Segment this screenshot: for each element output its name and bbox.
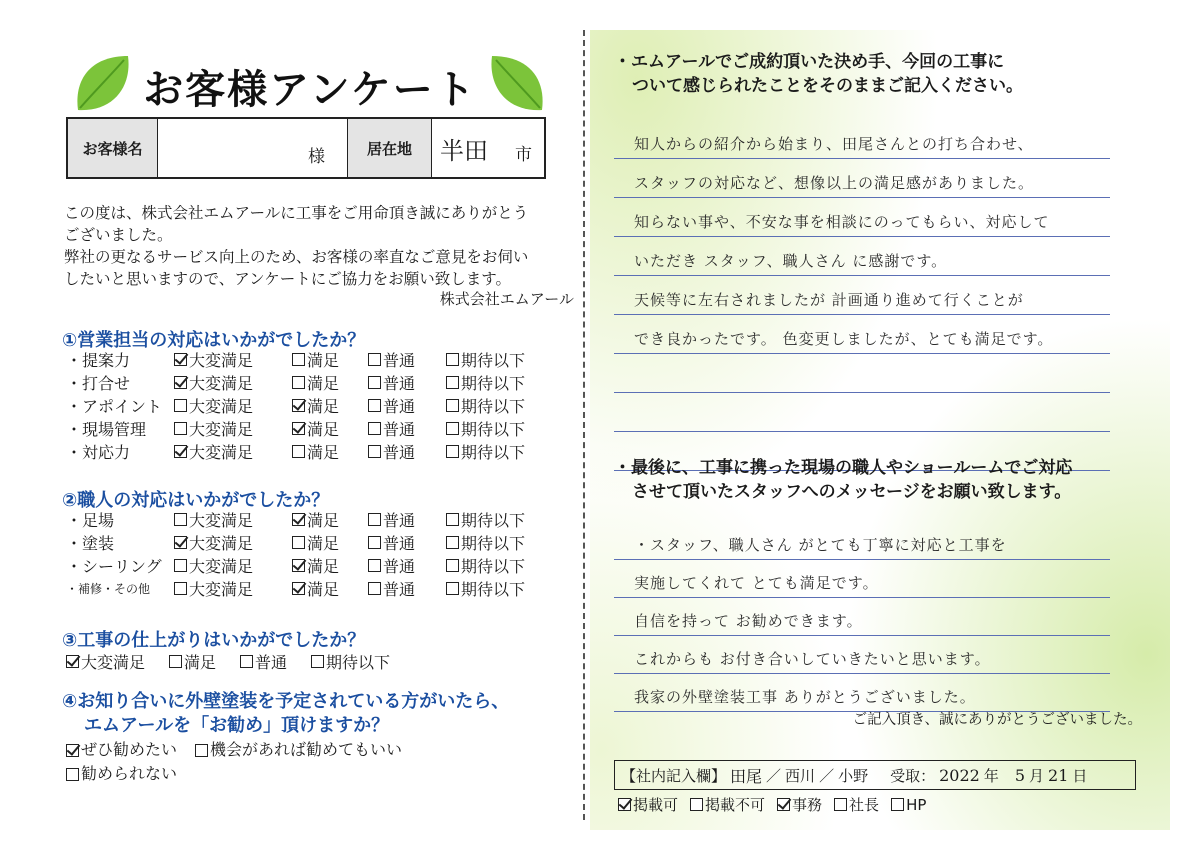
handwritten-text: 実施してくれて とても満足です。 (634, 574, 879, 592)
checkbox[interactable] (292, 376, 305, 389)
option-label: 掲載可 (633, 796, 679, 814)
office-use-header: 【社内記入欄】 田尾 ／ 西川 ／ 小野 受取： 2022 年 5 月 21 日 (614, 760, 1136, 790)
page-title: お客様アンケート (143, 67, 477, 113)
handwritten-text: スタッフの対応など、想像以上の満足感がありました。 (634, 174, 1035, 192)
option[interactable] (292, 554, 368, 577)
rating-row (66, 531, 566, 554)
option[interactable] (292, 348, 368, 371)
option-label: 普通 (383, 443, 416, 462)
free-question-1-line: ・エムアールでご成約頂いた決め手、今回の工事に (614, 52, 1005, 72)
option[interactable] (174, 508, 292, 531)
intro-line: したいと思いますので、アンケートにご協力をお願い致します。 (64, 270, 512, 288)
option-label: 大変満足 (189, 534, 254, 553)
option-label: 普通 (383, 557, 416, 576)
option-label: 大変満足 (189, 580, 254, 599)
option[interactable] (446, 371, 546, 394)
option-label: 期待以下 (326, 653, 391, 672)
rating-row-label: ・足場 (66, 511, 115, 530)
receipt-day: 21 (1048, 765, 1069, 785)
checkbox-checked[interactable] (292, 399, 305, 412)
option[interactable] (446, 531, 546, 554)
answer-line (614, 636, 1110, 674)
option[interactable] (368, 371, 446, 394)
option-label: 機会があれば勧めてもいい (210, 740, 403, 759)
option-label: 満足 (307, 557, 340, 576)
option-label: 大変満足 (81, 653, 146, 672)
checkbox[interactable] (174, 513, 187, 526)
location-suffix: 市 (515, 145, 532, 165)
thanks-message: ご記入頂き、誠にありがとうございました。 (852, 712, 1142, 728)
option[interactable] (368, 348, 446, 371)
answer-line (614, 237, 1110, 276)
option-label: 満足 (307, 397, 340, 416)
rating-row-label: ・塗装 (66, 534, 115, 553)
option[interactable] (891, 796, 926, 814)
option-label: 期待以下 (461, 351, 526, 370)
checkbox[interactable] (368, 399, 381, 412)
leaf-icon (70, 50, 136, 116)
option-label: 大変満足 (189, 557, 254, 576)
checkbox[interactable] (891, 798, 904, 811)
option[interactable] (368, 531, 446, 554)
option[interactable] (446, 440, 546, 463)
title-row (70, 50, 550, 120)
answer-line (614, 522, 1110, 560)
rating-row (66, 554, 566, 577)
question-3-options (66, 650, 414, 673)
option[interactable] (446, 394, 546, 417)
checkbox-checked[interactable] (292, 559, 305, 572)
checkbox-checked[interactable] (292, 513, 305, 526)
rating-row-label: ・提案力 (66, 351, 131, 370)
day-unit: 日 (1072, 766, 1088, 785)
receipt-label: 受取： (890, 766, 936, 785)
option-label: 満足 (307, 534, 340, 553)
answer-line (614, 198, 1110, 237)
rating-row (66, 577, 566, 600)
checkbox[interactable] (446, 422, 459, 435)
option-label: 期待以下 (461, 557, 526, 576)
option[interactable] (446, 348, 546, 371)
option[interactable] (174, 554, 292, 577)
option[interactable] (446, 577, 546, 600)
receipt-year: 2022 (939, 765, 980, 785)
rating-row (66, 508, 566, 531)
option-label: 期待以下 (461, 534, 526, 553)
rating-row-label: ・打合せ (66, 374, 131, 393)
rating-row-label: ・補修・その他 (66, 582, 151, 596)
staff-nishikawa: 西川 (785, 766, 816, 785)
checkbox[interactable] (195, 744, 208, 757)
office-label: 【社内記入欄】 (621, 766, 727, 785)
option-label: 満足 (307, 511, 340, 530)
answer-line (614, 159, 1110, 198)
option-label: 期待以下 (461, 420, 526, 439)
answer-2-lines[interactable] (614, 522, 1110, 712)
option[interactable] (174, 577, 292, 600)
option[interactable] (169, 650, 216, 673)
checkbox[interactable] (368, 422, 381, 435)
handwritten-text: 天候等に左右されましたが 計画通り進めて行くことが (634, 291, 1024, 309)
option-label: 大変満足 (189, 374, 254, 393)
option[interactable] (174, 417, 292, 440)
option-label: 大変満足 (189, 397, 254, 416)
option[interactable] (368, 440, 446, 463)
checkbox[interactable] (368, 353, 381, 366)
rating-row (66, 394, 566, 417)
rating-row-label: ・シーリング (66, 557, 162, 576)
checkbox[interactable] (368, 582, 381, 595)
location-label: 居在地 (348, 119, 432, 177)
handwritten-text: 自信を持って お勧めできます。 (634, 612, 863, 630)
checkbox-checked[interactable] (292, 582, 305, 595)
question-4-title (62, 690, 509, 738)
checkbox-checked[interactable] (174, 445, 187, 458)
handwritten-text: 知人からの紹介から始まり、田尾さんとの打ち合わせ、 (634, 135, 1034, 153)
office-checkboxes (618, 794, 938, 815)
option-label: 大変満足 (189, 511, 254, 530)
checkbox-checked[interactable] (174, 353, 187, 366)
checkbox-checked[interactable] (174, 376, 187, 389)
handwritten-text: 我家の外壁塗装工事 ありがとうございました。 (634, 688, 976, 706)
option[interactable] (368, 577, 446, 600)
month-unit: 月 (1029, 766, 1045, 785)
checkbox[interactable] (174, 422, 187, 435)
checkbox[interactable] (446, 376, 459, 389)
location-value: 半田 (440, 137, 488, 165)
option[interactable] (292, 371, 368, 394)
answer-line (614, 276, 1110, 315)
question-2-title: ②職人の対応はいかがでしたか？ (62, 490, 330, 511)
option[interactable] (368, 508, 446, 531)
option-label: 普通 (383, 420, 416, 439)
staff-ono: 小野 (838, 766, 869, 785)
option[interactable] (834, 794, 879, 815)
intro-line: ございました。 (64, 226, 173, 244)
option-label: 大変満足 (189, 443, 254, 462)
checkbox-checked[interactable] (777, 798, 790, 811)
handwritten-text: いただき スタッフ、職人さん に感謝です。 (634, 252, 948, 270)
q4-option-maybe[interactable] (195, 738, 402, 762)
checkbox[interactable] (292, 353, 305, 366)
option-label: 期待以下 (461, 443, 526, 462)
staff-tao: 田尾 (730, 766, 763, 786)
survey-right-panel (590, 30, 1170, 830)
option-label: 普通 (383, 374, 416, 393)
option-label: 普通 (383, 397, 416, 416)
option-label: 大変満足 (189, 351, 254, 370)
free-question-2 (614, 456, 1072, 504)
option-label: 満足 (307, 443, 340, 462)
option-label: 社長 (849, 796, 880, 814)
rating-row-label: ・現場管理 (66, 420, 147, 439)
option[interactable] (174, 440, 292, 463)
rating-row (66, 440, 566, 463)
q4-option-recommend[interactable] (66, 738, 177, 762)
answer-line (614, 598, 1110, 636)
question-2-rows (66, 508, 566, 600)
option-label: 普通 (383, 580, 416, 599)
checkbox[interactable] (368, 376, 381, 389)
receipt-month: 5 (1014, 765, 1026, 785)
checkbox[interactable] (311, 655, 324, 668)
option[interactable] (292, 394, 368, 417)
option-label: 満足 (307, 420, 340, 439)
checkbox[interactable] (368, 559, 381, 572)
option[interactable] (292, 508, 368, 531)
option-label: 期待以下 (461, 397, 526, 416)
option-label: 勧められない (81, 764, 178, 783)
option[interactable] (368, 417, 446, 440)
checkbox[interactable] (174, 399, 187, 412)
option[interactable] (240, 650, 287, 673)
rating-row (66, 417, 566, 440)
leaf-icon (484, 50, 550, 116)
intro-text (64, 202, 564, 290)
answer-line (614, 393, 1110, 432)
checkbox[interactable] (66, 768, 79, 781)
option[interactable] (368, 394, 446, 417)
checkbox[interactable] (446, 513, 459, 526)
option[interactable] (292, 440, 368, 463)
checkbox-checked[interactable] (292, 422, 305, 435)
option-label: 普通 (255, 653, 288, 672)
option[interactable] (66, 650, 145, 673)
handwritten-text: これからも お付き合いしていきたいと思います。 (634, 650, 991, 668)
intro-line: この度は、株式会社エムアールに工事をご用命頂き誠にありがとう (64, 204, 529, 222)
free-question-2-line: させて頂いたスタッフへのメッセージをお願い致します。 (632, 482, 1072, 502)
checkbox[interactable] (446, 445, 459, 458)
checkbox[interactable] (368, 445, 381, 458)
checkbox[interactable] (292, 536, 305, 549)
customer-name-field[interactable] (158, 119, 348, 177)
free-question-2-line: ・最後に、工事に携った現場の職人やショールームでご対応 (614, 458, 1073, 478)
option[interactable] (618, 794, 678, 815)
checkbox[interactable] (446, 399, 459, 412)
customer-info-box (66, 117, 546, 179)
checkbox[interactable] (446, 559, 459, 572)
option-label: HP (906, 795, 927, 814)
option[interactable] (174, 371, 292, 394)
checkbox[interactable] (446, 353, 459, 366)
rating-row (66, 371, 566, 394)
option[interactable] (174, 531, 292, 554)
option-label: 掲載不可 (705, 796, 766, 814)
answer-1-lines[interactable] (614, 120, 1110, 471)
handwritten-text: 知らない事や、不安な事を相談にのってもらい、対応して (634, 213, 1050, 231)
free-question-1-line: ついて感じられたことをそのままご記入ください。 (632, 76, 1023, 96)
option[interactable] (446, 417, 546, 440)
question-3-title: ③工事の仕上がりはいかがでしたか？ (62, 630, 366, 651)
question-4-title-line: エムアールを「お勧め」頂けますか？ (84, 715, 390, 736)
answer-line (614, 674, 1110, 712)
intro-line: 弊社の更なるサービス向上のため、お客様の率直なご意見をお伺い (64, 248, 529, 266)
option[interactable] (368, 554, 446, 577)
option[interactable] (174, 394, 292, 417)
checkbox[interactable] (368, 536, 381, 549)
question-4-title-line: ④お知り合いに外壁塗装を予定されている方がいたら、 (62, 691, 510, 712)
option[interactable] (446, 508, 546, 531)
question-4-options (66, 738, 420, 786)
checkbox[interactable] (446, 582, 459, 595)
checkbox-checked[interactable] (66, 655, 79, 668)
free-question-1 (614, 50, 1023, 98)
question-1-rows (66, 348, 566, 463)
name-suffix: 様 (308, 147, 325, 167)
option-label: 普通 (383, 534, 416, 553)
option-label: 事務 (792, 796, 823, 814)
survey-left-panel (40, 30, 580, 830)
location-field[interactable] (432, 119, 544, 177)
rating-row-label: ・アポイント (66, 397, 163, 416)
checkbox[interactable] (174, 559, 187, 572)
option[interactable] (446, 554, 546, 577)
q4-option-no[interactable] (66, 762, 177, 786)
option-label: 満足 (307, 580, 340, 599)
checkbox[interactable] (368, 513, 381, 526)
answer-line (614, 315, 1110, 354)
checkbox[interactable] (292, 445, 305, 458)
option-label: 満足 (307, 351, 340, 370)
option-label: 普通 (383, 511, 416, 530)
office-use-box (614, 760, 1136, 820)
handwritten-text: でき良かったです。 色変更しましたが、とても満足です。 (634, 330, 1054, 348)
checkbox[interactable] (240, 655, 253, 668)
option-label: 期待以下 (461, 511, 526, 530)
option-label: 満足 (307, 374, 340, 393)
answer-line (614, 560, 1110, 598)
checkbox-checked[interactable] (618, 798, 631, 811)
question-1-title: ①営業担当の対応はいかがでしたか？ (62, 330, 366, 351)
customer-name-label: お客様名 (68, 119, 158, 177)
option-label: 大変満足 (189, 420, 254, 439)
checkbox[interactable] (174, 582, 187, 595)
option-label: 満足 (184, 653, 217, 672)
cut-line-divider (583, 30, 585, 820)
checkbox[interactable] (834, 798, 847, 811)
rating-row-label: ・対応力 (66, 443, 131, 462)
option-label: 期待以下 (461, 580, 526, 599)
option[interactable] (292, 577, 368, 600)
handwritten-text: ・スタッフ、職人さん がとても丁寧に対応と工事を (634, 536, 1007, 554)
year-unit: 年 (983, 766, 999, 785)
option[interactable] (292, 531, 368, 554)
option-label: ぜひ勧めたい (81, 740, 178, 759)
checkbox-checked[interactable] (174, 536, 187, 549)
checkbox[interactable] (446, 536, 459, 549)
answer-line (614, 120, 1110, 159)
option[interactable] (690, 794, 765, 815)
checkbox[interactable] (169, 655, 182, 668)
rating-row (66, 348, 566, 371)
answer-line (614, 354, 1110, 393)
company-name: 株式会社エムアール (439, 290, 574, 308)
option-label: 普通 (383, 351, 416, 370)
option[interactable] (311, 650, 390, 673)
option[interactable] (777, 794, 822, 815)
checkbox-checked[interactable] (66, 744, 79, 757)
option[interactable] (292, 417, 368, 440)
checkbox[interactable] (690, 798, 703, 811)
option[interactable] (174, 348, 292, 371)
option-label: 期待以下 (461, 374, 526, 393)
